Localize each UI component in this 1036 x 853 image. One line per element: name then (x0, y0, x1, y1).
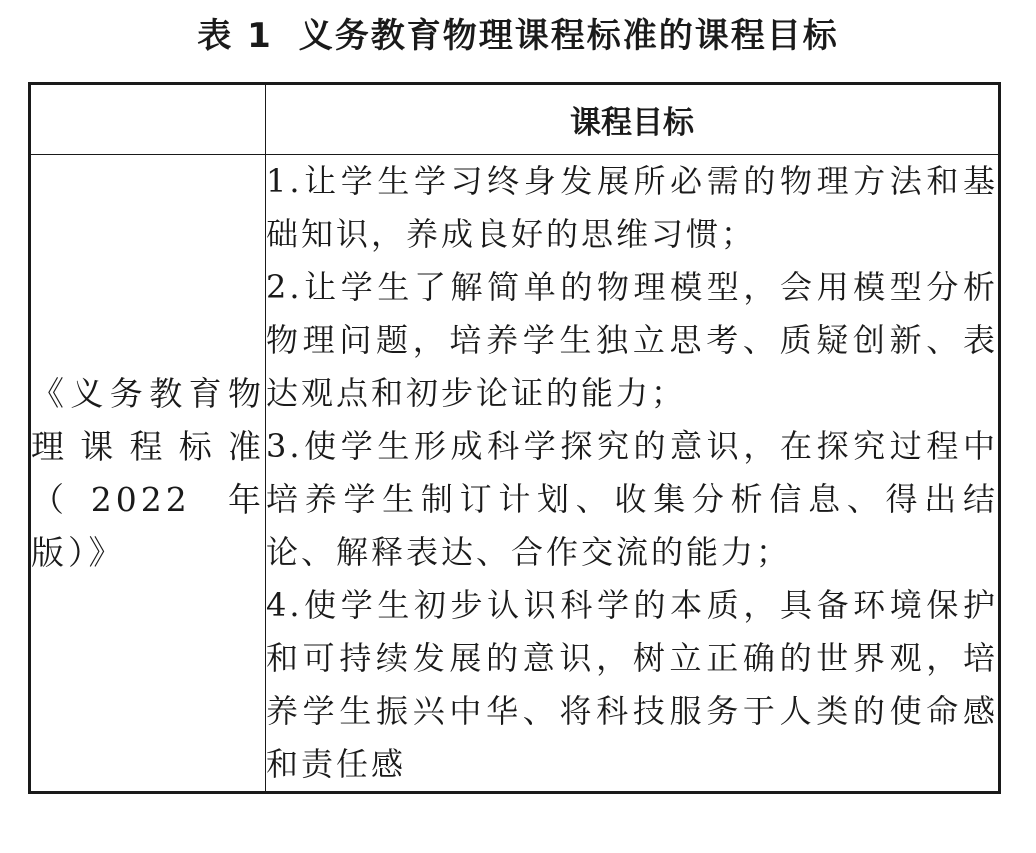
goal-item-4: 4.使学生初步认识科学的本质，具备环境保护和可持续发展的意识，树立正确的世界观，培养学生振兴中华、将科技服务于人类的使命感和责任感 (266, 586, 998, 783)
table-title: 义务教育物理课程标准的课程目标 (298, 16, 839, 56)
curriculum-goals-table (28, 82, 1001, 794)
table-row (30, 155, 1000, 793)
table-caption (0, 14, 1036, 58)
goal-item-3: 3.使学生形成科学探究的意识，在探究过程中培养学生制订计划、收集分析信息、得出结论、解释表达、合作交流的能力； (266, 427, 998, 571)
goal-item-1: 1.让学生学习终身发展所必需的物理方法和基础知识，养成良好的思维习惯； (266, 162, 998, 253)
course-goals-cell (266, 155, 1000, 793)
goal-item-2: 2.让学生了解简单的物理模型，会用模型分析物理问题，培养学生独立思考、质疑创新、表达观点和初步论证的能力； (266, 268, 998, 412)
header-cell-empty (30, 84, 266, 155)
table-number: 表 1 (197, 16, 273, 56)
header-row (30, 84, 1000, 155)
header-cell-course-goals: 课程目标 (266, 84, 1000, 155)
standard-name-cell: 《义务教育物理课程标准（2022 年版）》 (30, 155, 266, 793)
